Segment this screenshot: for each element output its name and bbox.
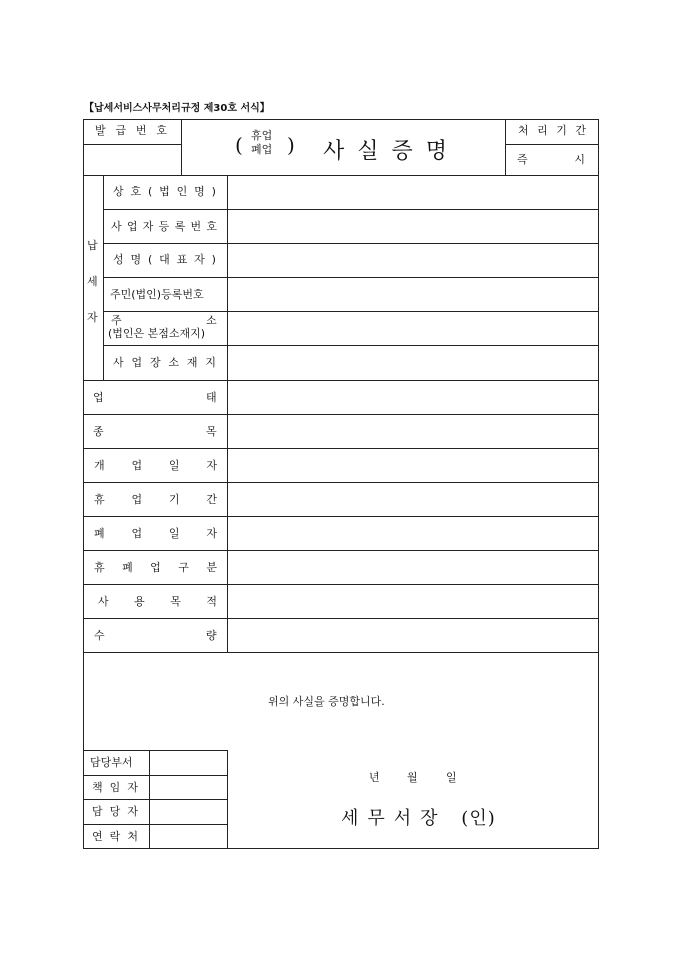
label-manager: 책 임 자 bbox=[92, 781, 138, 794]
issue-number-label: 발 급 번 호 bbox=[95, 124, 167, 137]
business-reg-number-field[interactable] bbox=[228, 210, 598, 243]
trade-name-field[interactable] bbox=[228, 176, 598, 209]
title-paren-open: ( bbox=[235, 133, 243, 157]
label-address-note: (법인은 본점소재지) bbox=[108, 327, 206, 340]
label-item-b: 목 bbox=[206, 425, 217, 438]
label-department: 담당부서 bbox=[90, 756, 133, 769]
issuer-seal: (인) bbox=[461, 808, 496, 829]
manager-field[interactable] bbox=[150, 776, 227, 799]
label-contact: 연 락 처 bbox=[92, 830, 138, 843]
closure-date-field[interactable] bbox=[228, 517, 598, 550]
taxpayer-group-label: 납세자 bbox=[87, 239, 98, 324]
issuer-name: 세무서장 bbox=[341, 808, 447, 829]
label-business-type-b: 태 bbox=[206, 391, 217, 404]
label-business-type-a: 업 bbox=[93, 391, 104, 404]
open-date-field[interactable] bbox=[228, 449, 598, 482]
label-address-b: 소 bbox=[206, 314, 217, 327]
department-field[interactable] bbox=[150, 751, 227, 775]
label-resident-number: 주민(법인)등록번호 bbox=[110, 288, 204, 301]
title-main: 사실증명 bbox=[323, 139, 461, 164]
label-representative-name: 성 명 ( 대 표 자 ) bbox=[113, 253, 216, 266]
label-closure-period: 휴 업 기 간 bbox=[94, 493, 217, 506]
label-trade-name: 상 호 ( 법 인 명 ) bbox=[113, 185, 216, 198]
processing-period-value: 즉 시 bbox=[517, 153, 585, 166]
person-in-charge-field[interactable] bbox=[150, 800, 227, 824]
label-purpose: 사 용 목 적 bbox=[98, 595, 217, 608]
certify-statement: 위의 사실을 증명합니다. bbox=[268, 695, 385, 708]
signature-day: 일 bbox=[446, 771, 457, 784]
label-quantity-b: 량 bbox=[206, 629, 217, 642]
label-item-a: 종 bbox=[93, 425, 104, 438]
processing-period-label: 처 리 기 간 bbox=[518, 124, 586, 137]
quantity-field[interactable] bbox=[228, 619, 598, 652]
label-person-in-charge: 담 당 자 bbox=[92, 805, 138, 818]
title-option-shutdown: 폐업 bbox=[251, 143, 273, 156]
issue-number-field[interactable] bbox=[84, 145, 181, 175]
label-business-reg-number: 사 업 자 등 록 번 호 bbox=[111, 220, 217, 233]
purpose-field[interactable] bbox=[228, 585, 598, 618]
label-closure-category: 휴 폐 업 구 분 bbox=[94, 561, 217, 574]
representative-name-field[interactable] bbox=[228, 244, 598, 277]
signature-month: 월 bbox=[407, 771, 418, 784]
label-address-a: 주 bbox=[111, 314, 122, 327]
label-closure-date: 폐 업 일 자 bbox=[94, 527, 217, 540]
form-reference: 【납세서비스사무처리규정 제30호 서식】 bbox=[84, 103, 270, 114]
closure-category-field[interactable] bbox=[228, 551, 598, 584]
label-business-location: 사 업 장 소 재 지 bbox=[113, 356, 216, 369]
signature-year: 년 bbox=[369, 771, 380, 784]
address-field[interactable] bbox=[228, 312, 598, 345]
business-location-field[interactable] bbox=[228, 346, 598, 380]
item-field[interactable] bbox=[228, 415, 598, 448]
label-quantity-a: 수 bbox=[94, 629, 105, 642]
business-type-field[interactable] bbox=[228, 381, 598, 414]
document-title bbox=[235, 128, 465, 168]
resident-number-field[interactable] bbox=[228, 278, 598, 311]
title-option-closure: 휴업 bbox=[251, 129, 273, 142]
contact-field[interactable] bbox=[150, 825, 227, 848]
issuer-title bbox=[341, 808, 496, 830]
label-open-date: 개 업 일 자 bbox=[94, 459, 217, 472]
closure-period-field[interactable] bbox=[228, 483, 598, 516]
title-paren-close: ) bbox=[287, 133, 295, 157]
